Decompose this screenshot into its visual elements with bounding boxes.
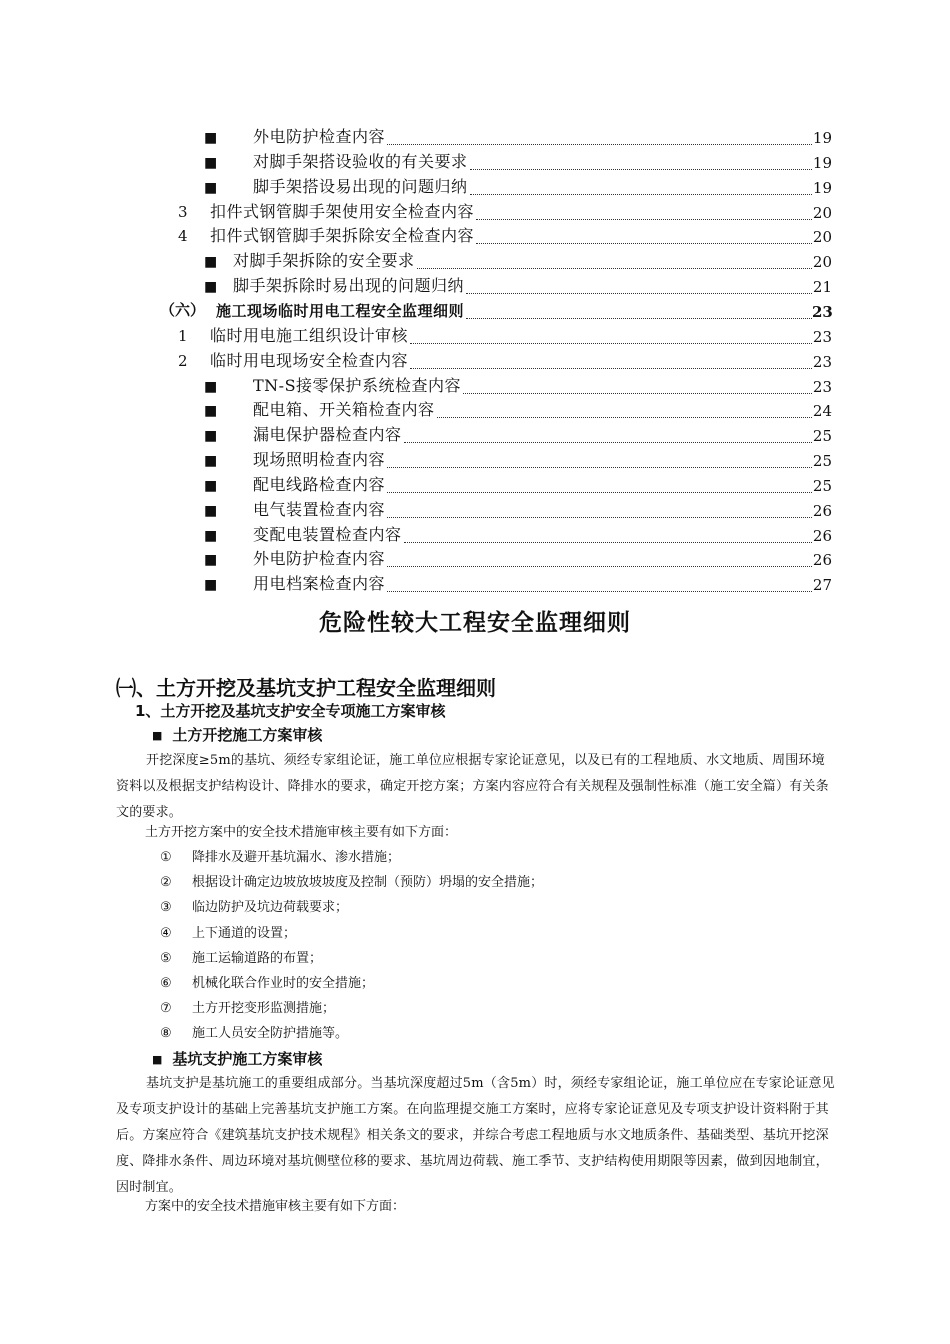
toc-leader-dots [387,517,812,518]
list-item-number: ① [160,850,172,865]
toc-entry[interactable] [0,472,950,497]
toc-page-number: 25 [812,452,832,471]
list-item [160,971,374,997]
toc-page-number: 26 [812,526,832,545]
toc-entry-title: 扣件式钢管脚手架拆除安全检查内容 [210,226,475,246]
list-item-text: 上下通道的设置； [192,925,297,941]
toc-entry[interactable] [0,348,950,373]
list-item-number: ② [160,875,172,891]
toc-entry-title: 施工现场临时用电工程安全监理细则 [216,301,465,320]
square-bullet-icon: ■ [204,577,218,594]
list-item-text: 土方开挖变形监测措施； [192,1001,336,1017]
list-item-text: 根据设计确定边坡放坡坡度及控制（预防）坍塌的安全措施； [192,875,544,891]
list-item [160,946,322,972]
toc-entry-number: （六） [160,300,206,319]
list-item [160,996,335,1022]
measures-intro-2: 方案中的安全技术措施审核主要有如下方面： [145,1199,406,1214]
square-bullet-icon: ■ [204,254,218,271]
toc-entry-title: 脚手架搭设易出现的问题归纳 [253,176,468,196]
square-bullet-icon: ■ [204,130,218,146]
list-item [160,921,296,947]
toc-leader-dots [387,144,812,145]
toc-entry[interactable] [0,397,950,422]
toc-entry-title: 配电箱、开关箱检查内容 [253,400,435,420]
toc-entry[interactable] [0,373,950,398]
toc-entry-title: 对脚手架拆除的安全要求 [233,251,415,271]
list-item-text: 施工运输道路的布置； [192,950,323,966]
toc-page-number: 20 [812,228,832,247]
toc-page-number: 25 [812,427,832,446]
toc-leader-dots [404,542,812,543]
toc-page-number: 26 [812,551,832,570]
list-item-number: ④ [160,925,172,941]
toc-entry-number: 3 [178,202,188,221]
toc-page-number: 20 [812,203,832,222]
toc-entry-title: TN-S接零保护系统检查内容 [253,375,462,395]
list-item-number: ⑧ [160,1026,172,1042]
square-bullet-icon: ■ [204,403,218,420]
toc-page-number: 19 [812,153,832,172]
toc-leader-dots [410,368,812,369]
toc-page-number: 19 [812,129,832,147]
toc-page-number: 23 [812,377,832,396]
toc-page-number: 20 [812,253,832,272]
square-bullet-icon: ■ [204,477,218,494]
square-bullet-icon: ■ [152,729,163,742]
toc-entry-title: 临时用电现场安全检查内容 [210,350,409,370]
sub-heading-text: 基坑支护施工方案审核 [172,1050,323,1068]
toc-page-number: 26 [812,501,832,520]
toc-leader-dots [387,492,812,493]
list-item-text: 降排水及避开基坑漏水、渗水措施； [192,850,401,865]
toc-entry[interactable] [0,273,950,298]
toc-entry-title: 临时用电施工组织设计审核 [210,325,409,345]
toc-leader-dots [387,591,812,592]
toc-leader-dots [463,393,812,394]
toc-entry[interactable] [0,223,950,248]
toc-entry[interactable] [0,422,950,447]
toc-entry-title: 配电线路检查内容 [253,474,386,494]
toc-leader-dots [470,194,812,195]
toc-entry-title: 电气装置检查内容 [253,499,386,519]
toc-page-number: 23 [812,327,832,346]
toc-entry[interactable] [0,248,950,273]
square-bullet-icon: ■ [204,453,218,470]
sub-heading-support [152,1048,322,1069]
toc-leader-dots [387,566,812,567]
subsection-title: 1、土方开挖及基坑支护安全专项施工方案审核 [135,702,446,720]
square-bullet-icon: ■ [204,527,218,544]
square-bullet-icon: ■ [204,552,218,569]
toc-entry[interactable] [0,522,950,547]
toc-leader-dots [466,293,812,294]
sub-heading-excavation [152,724,322,745]
toc-page-number: 23 [812,302,833,321]
list-item [160,895,348,921]
list-item-number: ⑥ [160,976,172,991]
toc-entry-title: 变配电装置检查内容 [253,524,402,544]
list-item-number: ⑤ [160,950,172,966]
toc-entry-number: 2 [178,351,188,370]
toc-entry[interactable] [0,571,950,596]
toc-entry[interactable] [0,497,950,522]
toc-entry[interactable] [0,546,950,571]
toc-leader-dots [410,343,812,344]
paragraph-excavation: 开挖深度≥5m的基坑、须经专家组论证，施工单位应根据专家论证意见，以及已有的工程地质、水文地质、周围环境资料以及根据支护结构设计、降排水的要求，确定开挖方案；方案内容应符合有关规程及强制性标准（施工安全篇）有关条文的要求。 [116,753,829,820]
measures-intro: 土方开挖方案中的安全技术措施审核主要有如下方面： [145,825,458,840]
toc-leader-dots [476,243,812,244]
toc-page-number: 27 [812,576,832,595]
list-item-number: ⑦ [160,1001,172,1017]
toc-entry[interactable] [0,298,950,323]
square-bullet-icon: ■ [204,428,218,445]
toc-entry-title: 外电防护检查内容 [253,549,386,569]
toc-entry[interactable] [0,124,950,149]
toc-page-number: 25 [812,476,832,495]
toc-leader-dots [387,467,812,468]
toc-entry-title: 现场照明检查内容 [253,450,386,470]
toc-entry-title: 脚手架拆除时易出现的问题归纳 [233,276,465,296]
toc-leader-dots [466,318,812,319]
list-item [160,845,400,871]
list-item [160,870,543,896]
square-bullet-icon: ■ [204,502,218,519]
square-bullet-icon: ■ [204,179,218,196]
section-title: ㈠、土方开挖及基坑支护工程安全监理细则 [116,676,496,700]
toc-page-number: 21 [812,278,832,297]
toc-leader-dots [417,268,812,269]
toc-entry-title: 外电防护检查内容 [253,127,386,146]
square-bullet-icon: ■ [152,1053,163,1066]
toc-entry[interactable] [0,149,950,174]
square-bullet-icon: ■ [204,378,218,395]
square-bullet-icon: ■ [204,154,218,171]
toc-entry-number: 1 [178,326,188,345]
toc-entry[interactable] [0,323,950,348]
toc-entry[interactable] [0,199,950,224]
list-item-text: 施工人员安全防护措施等。 [192,1026,349,1042]
list-item-text: 机械化联合作业时的安全措施； [192,976,375,991]
toc-entry[interactable] [0,174,950,199]
list-item-number: ③ [160,900,172,916]
toc-entry[interactable] [0,447,950,472]
list-item-text: 临边防护及坑边荷载要求； [192,900,349,916]
sub-heading-text: 土方开挖施工方案审核 [172,726,323,744]
list-item [160,1021,348,1047]
toc-entry-title: 漏电保护器检查内容 [253,425,402,445]
main-title: 危险性较大工程安全监理细则 [319,610,631,636]
toc-leader-dots [476,219,812,220]
toc-leader-dots [470,169,812,170]
toc-page-number: 24 [812,402,832,421]
toc-entry-number: 4 [178,227,188,246]
square-bullet-icon: ■ [204,279,218,296]
toc-page-number: 23 [812,352,832,371]
toc-entry-title: 对脚手架搭设验收的有关要求 [253,151,468,171]
toc-entry-title: 扣件式钢管脚手架使用安全检查内容 [210,201,475,221]
paragraph-support: 基坑支护是基坑施工的重要组成部分。当基坑深度超过5m（含5m）时，须经专家组论证，施工单位应在专家论证意见及专项支护设计的基础上完善基坑支护施工方案。在向监理提交施工方案时，应将专家论证意见及专项支护设计资料附于其后。方案应符合《建筑基坑支护技术规程》相关条文的要求，并综合考虑工程地质与水文地质条件、基础类型、基坑开挖深度、降排水条件、周边环境对基坑侧壁位移的要求、基坑周边荷载、施工季节、支护结构使用期限等因素，做到因地制宜，因时制宜。 [116,1076,835,1195]
toc-leader-dots [404,442,812,443]
toc-page-number: 19 [812,178,832,197]
toc-entry-title: 用电档案检查内容 [253,574,386,594]
toc-leader-dots [437,417,812,418]
